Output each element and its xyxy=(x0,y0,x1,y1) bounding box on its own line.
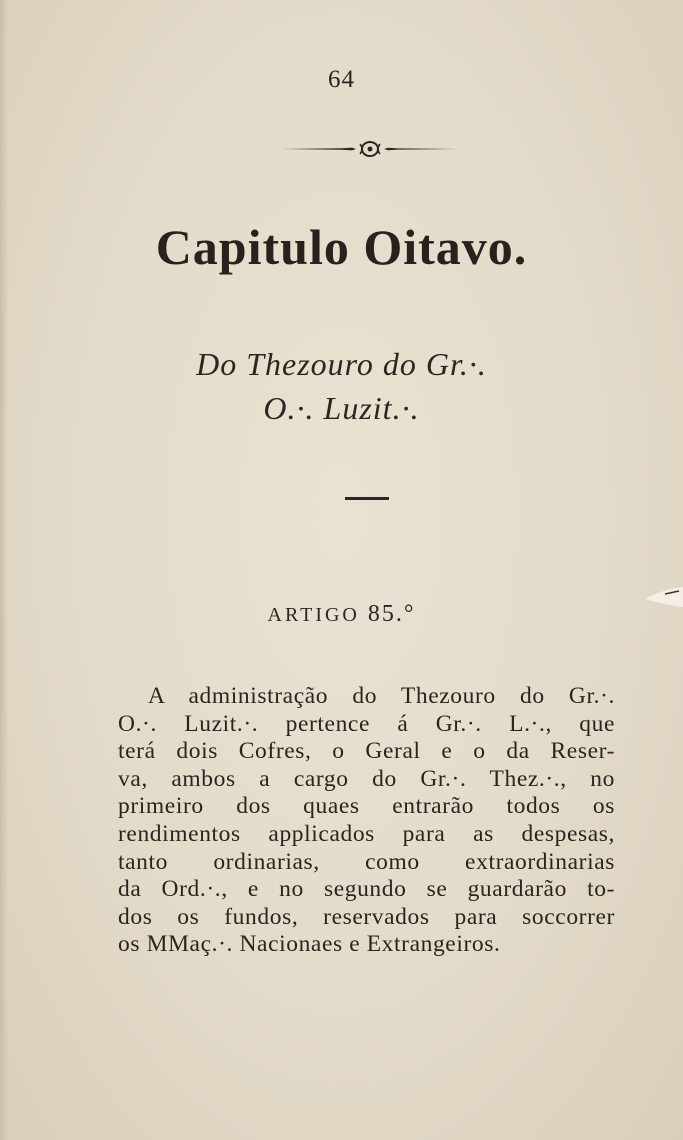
page-binding-edge xyxy=(0,0,8,1140)
body-line: rendimentos applicados para as despesas, xyxy=(118,820,615,847)
article-number: 85.° xyxy=(367,601,416,627)
chapter-subtitle-line-2: O.·. Luzit.·. xyxy=(263,390,420,426)
decorative-rule-ornament-icon xyxy=(282,138,458,160)
article-label: ARTIGO xyxy=(267,604,360,626)
page-corner-fold-icon xyxy=(645,585,683,609)
body-line: os MMaç.·. Nacionaes e Extrangeiros. xyxy=(118,931,501,958)
body-line: dos os fundos, reservados para soccorrer xyxy=(118,903,615,930)
body-line: A administração do Thezouro do Gr.·. xyxy=(148,683,615,709)
article-heading xyxy=(0,601,683,628)
body-line: va, ambos a cargo do Gr.·. Thez.·., no xyxy=(118,765,615,792)
body-line: primeiro dos quaes entrarão todos os xyxy=(118,793,615,820)
chapter-title: Capitulo Oitavo. xyxy=(155,219,528,275)
page-number: 64 xyxy=(328,66,355,93)
body-line: O.·. Luzit.·. pertence á Gr.·. L.·., que xyxy=(118,710,615,737)
body-line: tanto ordinarias, como extraordinarias xyxy=(118,848,615,875)
chapter-subtitle-line-1: Do Thezouro do Gr.·. xyxy=(196,346,487,382)
article-body xyxy=(118,683,615,959)
body-line: terá dois Cofres, o Geral e o da Reser- xyxy=(118,738,615,765)
body-line: da Ord.·., e no segundo se guardarão to- xyxy=(118,876,615,903)
section-divider-rule xyxy=(345,497,389,500)
